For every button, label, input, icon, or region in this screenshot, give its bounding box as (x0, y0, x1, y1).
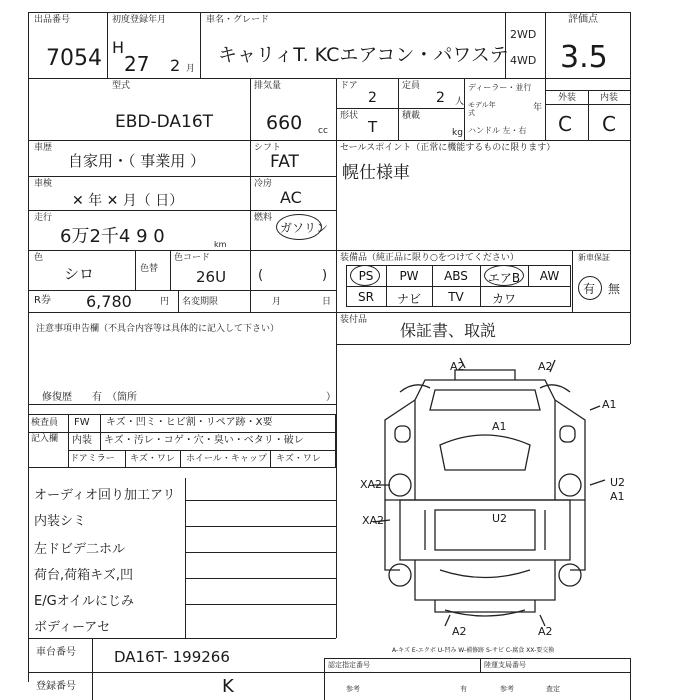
recycle-unit: 円 (160, 297, 170, 307)
remark-6: ボディーアセ (34, 620, 111, 635)
reg-mark: K (222, 676, 234, 697)
equip-ps-circle (350, 265, 380, 286)
score-label: 評価点 (568, 14, 598, 25)
usage-label: 車歴 (34, 143, 53, 153)
equip-pw: PW (399, 269, 419, 283)
lot-number: 7054 (46, 46, 102, 71)
diagram-legend: A-キズ E-エクボ U-凹み W-補修跡 S-サビ C-腐食 XX-要交換 (392, 647, 555, 654)
lot-number-label: 出品番号 (34, 15, 71, 25)
repair-label: 修復歴 有 （箇所 (42, 392, 137, 403)
equip-leather: カワ (491, 292, 516, 306)
exterior-grade: C (558, 112, 572, 136)
equip-ps: PS (358, 269, 374, 283)
deadline-day: 日 (322, 297, 332, 307)
displacement-value: 660 (266, 112, 303, 134)
fuel-label: 燃料 (254, 213, 273, 223)
inspection-label: 車検 (34, 179, 53, 189)
remark-2: 内装シミ (34, 514, 87, 529)
recycle-value: 6,780 (86, 292, 132, 311)
equipment-label: 装備品（純正品に限り○をつけてください） (340, 253, 519, 263)
paren-open: ( (258, 268, 264, 283)
displacement-label: 排気量 (254, 81, 282, 91)
score: 3.5 (560, 40, 608, 75)
doors-label: ドア (340, 81, 358, 91)
interior-label: 内装 (600, 93, 619, 103)
inspector-mirror: ドアミラー (70, 454, 115, 464)
inspector-wheel: ホイール・キャップ (186, 454, 267, 464)
color-code-value: 26U (196, 268, 227, 286)
model-label: 型式 (112, 81, 131, 91)
chassis-label: 車台番号 (36, 647, 76, 658)
deadline-label: 名変期限 (182, 297, 219, 307)
inspector-interior: 内装 (72, 435, 92, 446)
model-value: EBD-DA16T (115, 112, 214, 132)
footer-small-2: 陸運支局番号 (484, 661, 526, 669)
drive-2wd: 2WD (510, 28, 537, 41)
exterior-label: 外装 (558, 93, 577, 103)
included-label: 装付品 (340, 315, 368, 325)
damage-diagram (345, 350, 635, 640)
mark-xa2-left: XA2 (360, 478, 383, 491)
mark-u2-bed: U2 (492, 512, 508, 525)
shape-label: 形状 (340, 111, 359, 121)
model-year-unit: 年 (533, 103, 543, 113)
equip-navi: ナビ (396, 292, 421, 306)
ac-value: AC (280, 188, 302, 207)
inspector-row1: キズ・凹ミ・ヒビ割・リペア跡・X要 (106, 417, 273, 428)
recycle-label: R券 (34, 295, 51, 306)
equip-airbag-circle (484, 265, 524, 286)
footer-small-3: 参考 (346, 685, 360, 693)
name-grade-label: 車名・グレード (206, 15, 270, 25)
remark-3: 左ドビデ二ホル (34, 542, 126, 557)
capacity-value: 2 (436, 90, 445, 106)
load-unit: kg (452, 128, 463, 138)
inspector-label-1: 検査員 (31, 418, 59, 428)
inspector-label-2: 記入欄 (31, 434, 59, 444)
usage-value: 自家用・（ 事業用 ） (68, 152, 206, 170)
mileage-label: 走行 (34, 213, 53, 223)
color-code-label: 色コード (174, 253, 211, 263)
new-car-yes: 有 (583, 282, 596, 296)
mark-a1-right: A1 (602, 398, 617, 411)
notes-label: 注意事項申告欄（不具合内容等は具体的に記入して下さい） (36, 324, 280, 334)
mark-a2-front-right: A2 (538, 360, 553, 373)
mark-a2-rear-right: A2 (538, 625, 553, 638)
sales-point-label: セールスポイント（正常に機能するものに限ります） (340, 143, 556, 153)
color-value: シロ (64, 265, 95, 283)
shift-label: シフト (254, 143, 282, 153)
mileage-unit: km (214, 240, 227, 249)
mark-a1-right-2: A1 (610, 490, 625, 503)
doors-value: 2 (368, 90, 377, 106)
footer-small-1: 認定指定番号 (328, 661, 370, 669)
reg-number-label: 登録番号 (36, 681, 76, 692)
footer-small-4: 有 (460, 685, 467, 693)
equip-sr: SR (358, 290, 374, 304)
first-reg-label: 初度登録年月 (112, 15, 167, 25)
mark-u2-right: U2 (610, 476, 626, 489)
repair-close: ） (326, 392, 336, 403)
inspector-row2: キズ・汚レ・コゲ・穴・臭い・ベタリ・破レ (104, 435, 304, 446)
footer-small-6: 査定 (546, 685, 560, 693)
name-grade-value: キャリィT. KCエアコン・パワステ (218, 44, 509, 66)
handle-label: ハンドル 左・右 (468, 126, 527, 135)
new-car-warranty-label: 新車保証 (578, 253, 610, 262)
dealer-label: ディーラー・並行 (468, 83, 532, 92)
color-change-label: 色替 (140, 264, 159, 274)
capacity-label: 定員 (402, 81, 421, 91)
new-car-no: 無 (608, 282, 621, 296)
mark-xa2-left-2: XA2 (362, 514, 385, 527)
reg-month-unit: 月 (186, 64, 196, 74)
ac-label: 冷房 (254, 179, 273, 189)
equip-tv: TV (448, 290, 464, 304)
load-label: 積載 (402, 111, 421, 121)
model-year-label: モデル年式 (468, 101, 496, 117)
fuel-value: ガソリン (280, 221, 329, 235)
inspector-fw: FW (74, 417, 90, 428)
displacement-unit: cc (318, 126, 328, 136)
inspector-wheel-dmg: キズ・ワレ (276, 454, 321, 464)
included-value: 保証書、取説 (400, 321, 497, 340)
remark-5: E/Gオイルにじみ (34, 594, 135, 609)
inspection-value: ✕ 年 ✕ 月（ 日） (72, 193, 184, 209)
equip-abs: ABS (444, 269, 468, 283)
chassis-value: DA16T- 199266 (114, 648, 230, 666)
drive-4wd: 4WD (510, 54, 537, 67)
remark-1: オーディオ回り加工アリ (34, 488, 176, 503)
shape-value: T (368, 118, 378, 136)
mark-a1-cab: A1 (492, 420, 507, 433)
mileage-value: 6万2千4 9 0 (60, 226, 165, 247)
equip-aw: AW (539, 269, 560, 283)
reg-month: 2 (170, 56, 181, 75)
shift-value: FAT (270, 152, 299, 172)
footer-small-5: 参考 (500, 685, 514, 693)
era: H (112, 38, 125, 57)
mark-a2-front-left: A2 (450, 360, 465, 373)
inspector-mirror-dmg: キズ・ワレ (130, 454, 175, 464)
sales-point-value: 幌仕様車 (342, 163, 410, 183)
equip-airbag: エアB (487, 271, 521, 285)
deadline-month: 月 (272, 297, 282, 307)
paren-close: ) (322, 268, 328, 283)
color-label: 色 (34, 253, 44, 263)
remark-4: 荷台,荷箱キズ,凹 (34, 568, 134, 583)
reg-year: 27 (124, 52, 150, 76)
mark-a2-rear-left: A2 (452, 625, 467, 638)
capacity-unit: 人 (455, 97, 465, 107)
interior-grade: C (602, 112, 616, 136)
